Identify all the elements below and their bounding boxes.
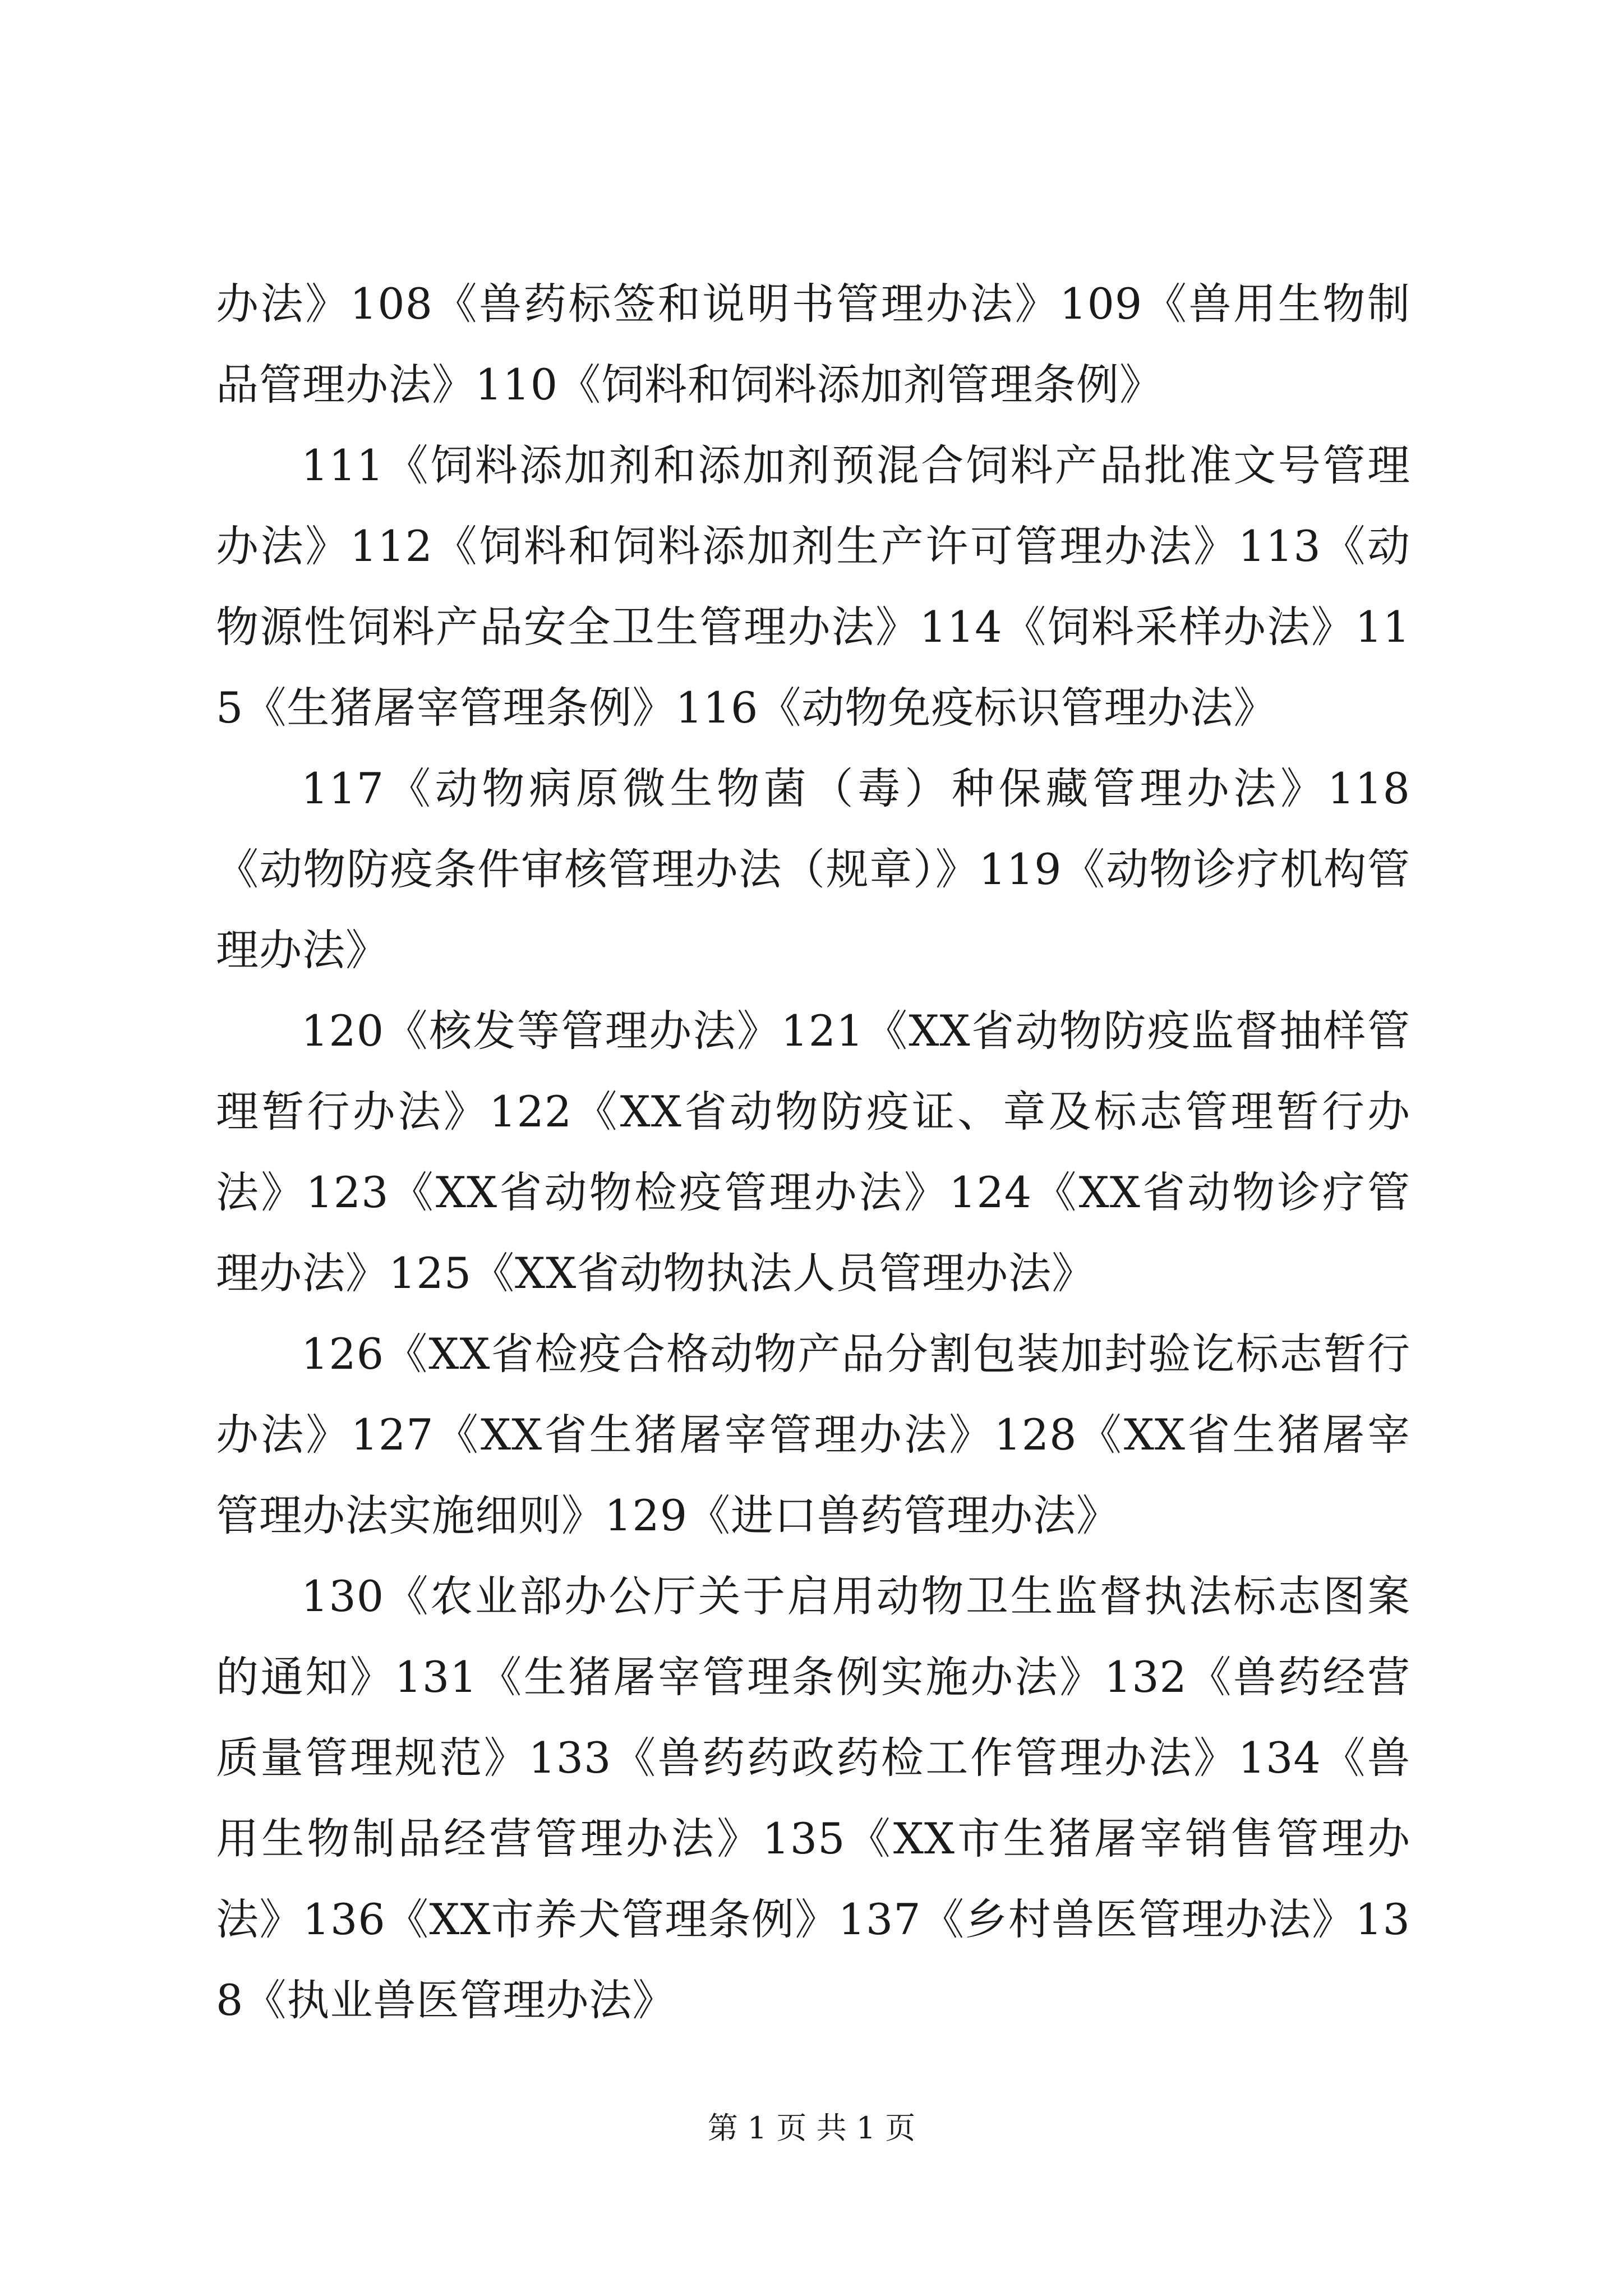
page-footer <box>0 2110 1623 2146</box>
page-number-label: 第 1 页 共 1 页 <box>707 2110 916 2146</box>
paragraph-4: 120《核发等管理办法》121《XX省动物防疫监督抽样管理暂行办法》122《XX省动物防疫证、章及标志管理暂行办法》123《XX省动物检疫管理办法》124《XX省动物诊疗管理办法》125《XX省动物执法人员管理办法》 <box>216 1006 1410 1298</box>
paragraph-3: 117《动物病原微生物菌（毒）种保藏管理办法》118《动物防疫条件审核管理办法（规章）》119《动物诊疗机构管理办法》 <box>216 763 1410 975</box>
paragraph-5: 126《XX省检疫合格动物产品分割包装加封验讫标志暂行办法》127《XX省生猪屠宰管理办法》128《XX省生猪屠宰管理办法实施细则》129《进口兽药管理办法》 <box>216 1329 1410 1540</box>
document-body <box>216 264 1410 2041</box>
paragraph-1: 办法》108《兽药标签和说明书管理办法》109《兽用生物制品管理办法》110《饲料和饲料添加剂管理条例》 <box>216 279 1410 409</box>
paragraph-6: 130《农业部办公厅关于启用动物卫生监督执法标志图案的通知》131《生猪屠宰管理条例实施办法》132《兽药经营质量管理规范》133《兽药药政药检工作管理办法》134《兽用生物制品经营管理办法》135《XX市生猪屠宰销售管理办法》136《XX市养犬管理条例》137《乡村兽医管理办法》138《执业兽医管理办法》 <box>216 1571 1410 2025</box>
paragraph-2: 111《饲料添加剂和添加剂预混合饲料产品批准文号管理办法》112《饲料和饲料添加剂生产许可管理办法》113《动物源性饲料产品安全卫生管理办法》114《饲料采样办法》115《生猪屠宰管理条例》116《动物免疫标识管理办法》 <box>216 440 1410 733</box>
